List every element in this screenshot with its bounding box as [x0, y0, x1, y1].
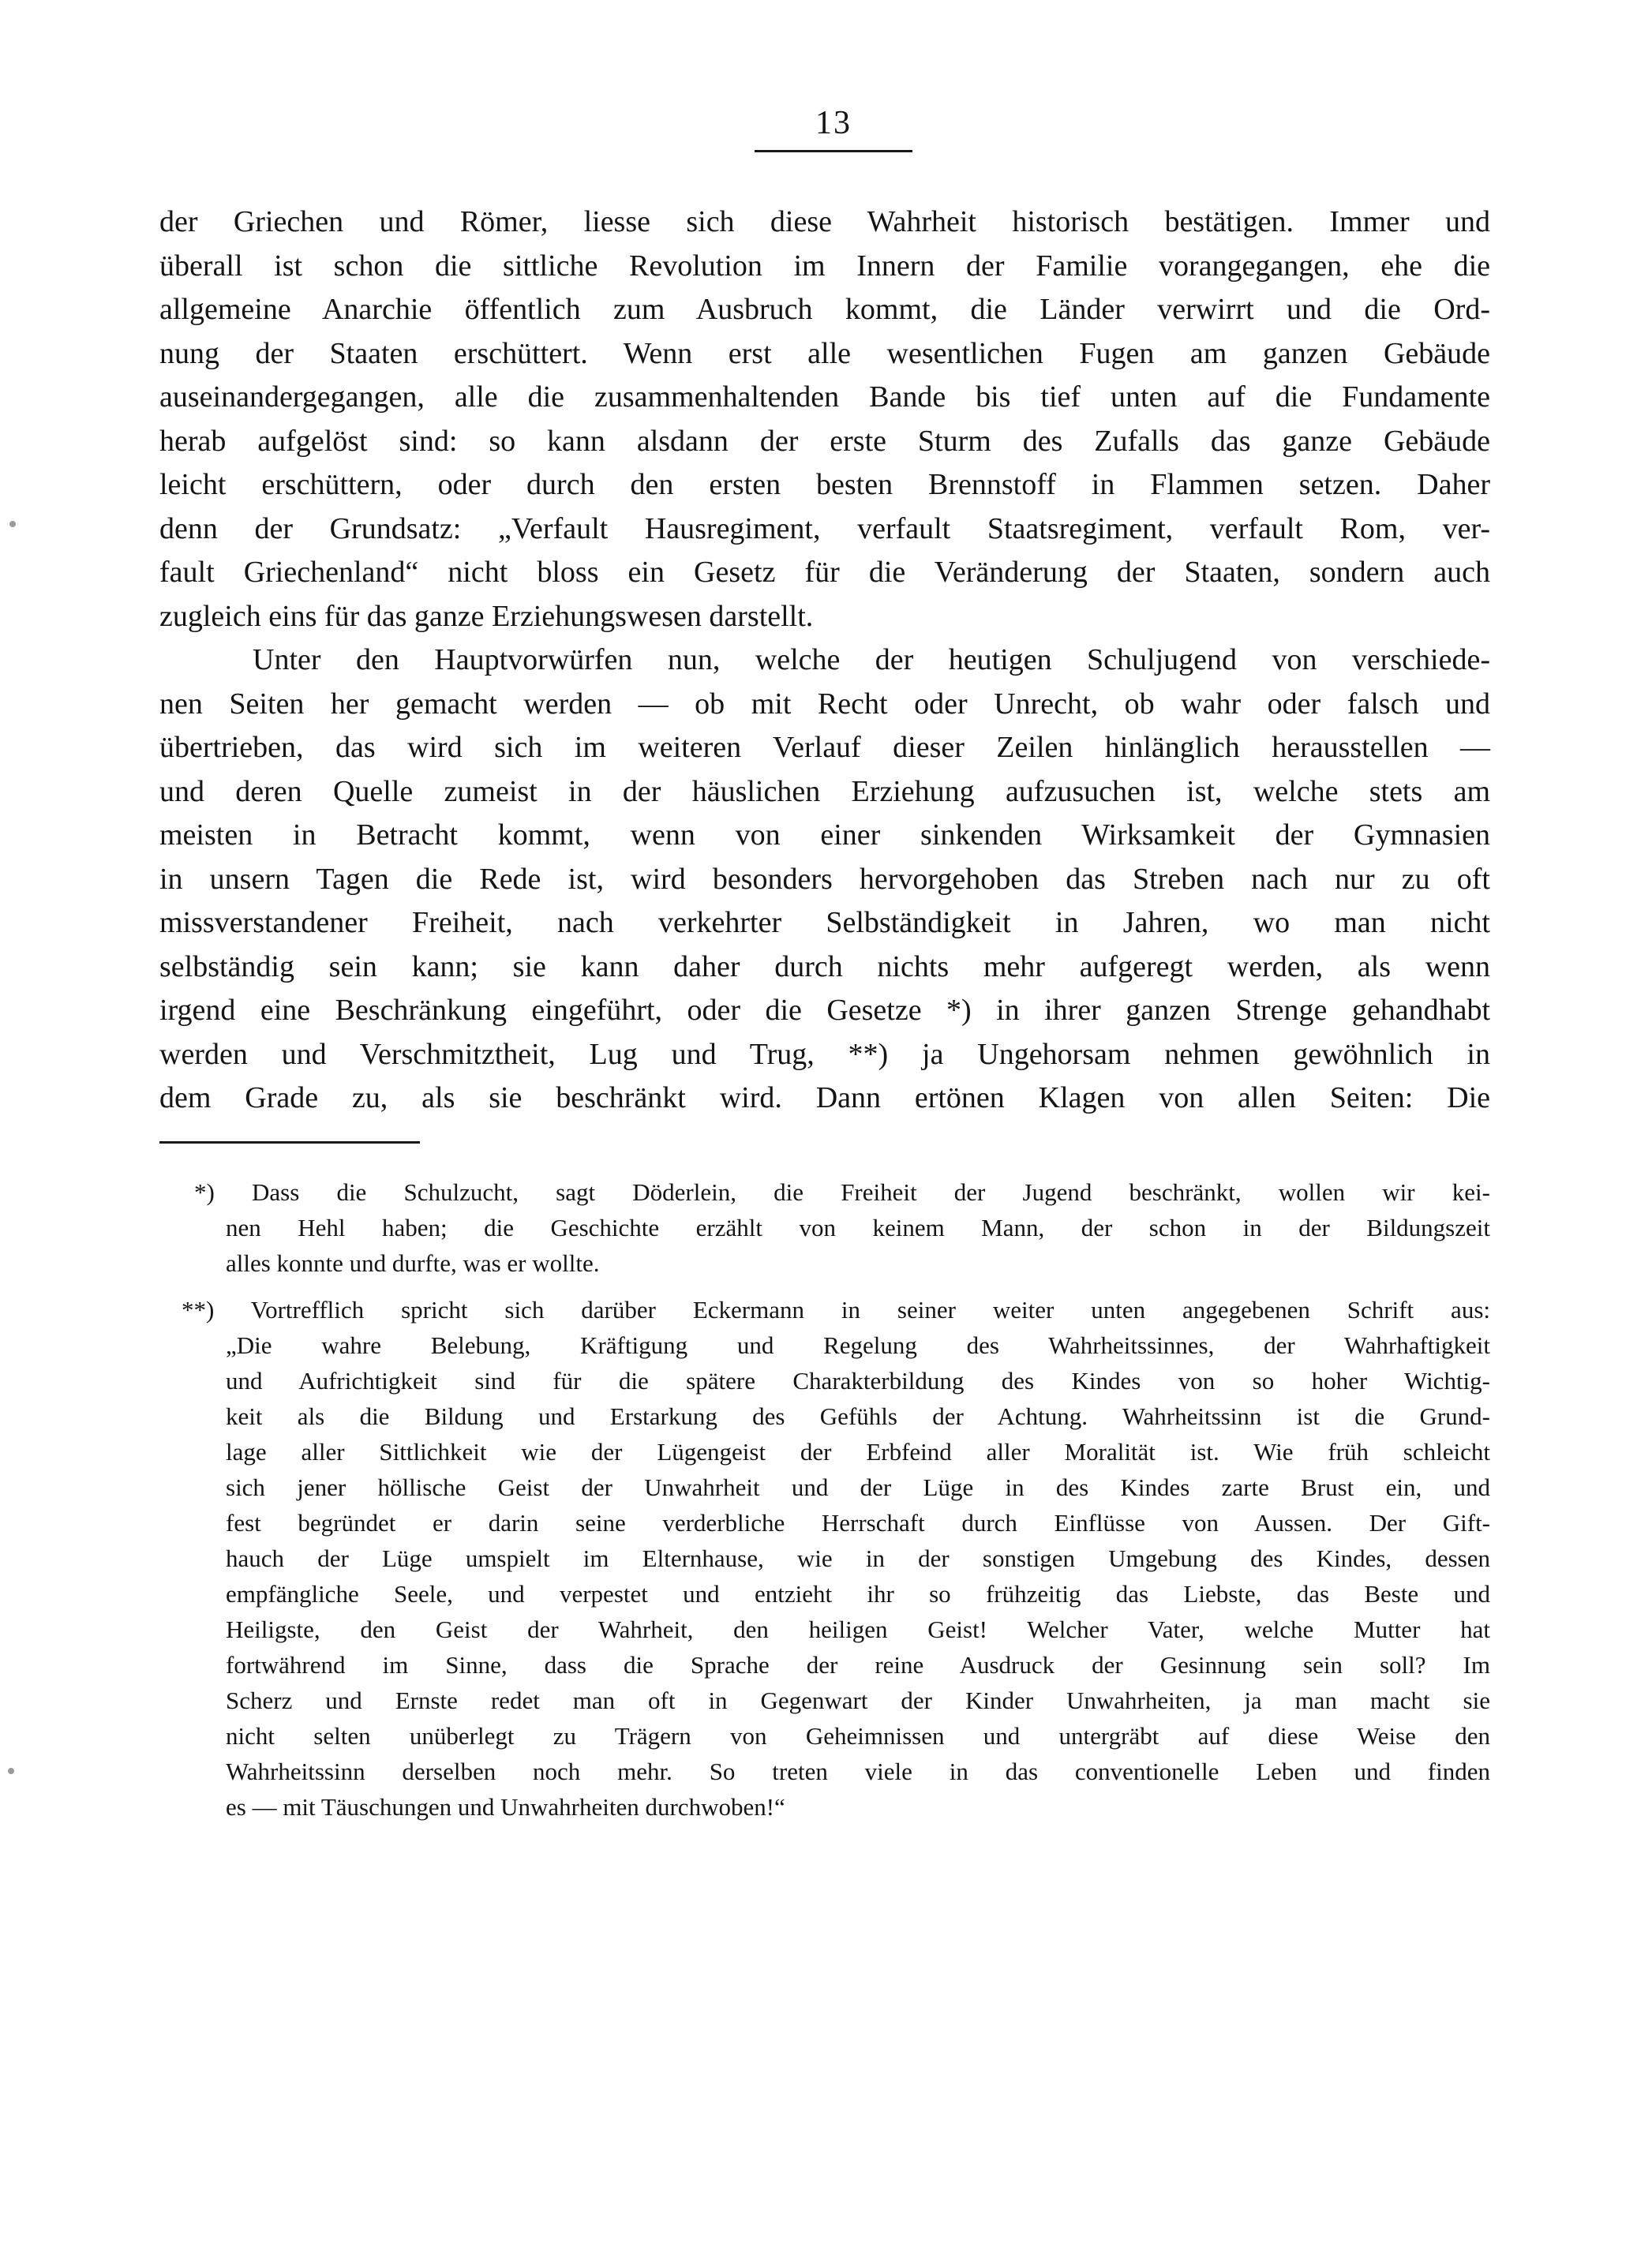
- footnote-2: [182, 1292, 1490, 1825]
- text-line: leicht erschüttern, oder durch den ersten besten Brennstoff in Flammen setzen. Daher: [159, 468, 1490, 501]
- scan-speck: [8, 1768, 14, 1774]
- text-line: dem Grade zu, als sie beschränkt wird. Dann ertönen Klagen von allen Seiten: Die: [159, 1081, 1490, 1114]
- footnote-line: sich jener höllische Geist der Unwahrheit und der Lüge in des Kindes zarte Brust ein, und: [226, 1473, 1490, 1501]
- text-line: herab aufgelöst sind: so kann alsdann der erste Sturm des Zufalls das ganze Gebäude: [159, 424, 1490, 458]
- text-line: Unter den Hauptvorwürfen nun, welche der heutigen Schuljugend von verschiede-: [253, 643, 1490, 676]
- text-line: fault Griechenland“ nicht bloss ein Gesetz für die Veränderung der Staaten, sondern auch: [159, 556, 1490, 589]
- footnote-line: Scherz und Ernste redet man oft in Gegenwart der Kinder Unwahrheiten, ja man macht sie: [226, 1687, 1490, 1714]
- footnote-line: hauch der Lüge umspielt im Elternhause, wie in der sonstigen Umgebung des Kindes, dessen: [226, 1544, 1490, 1572]
- page-number: 13: [815, 105, 852, 141]
- text-line: zugleich eins für das ganze Erziehungswesen darstellt.: [159, 599, 814, 633]
- footnote-line: Heiligste, den Geist der Wahrheit, den heiligen Geist! Welcher Vater, welche Mutter hat: [226, 1616, 1490, 1643]
- text-line: meisten in Betracht kommt, wenn von einer sinkenden Wirksamkeit der Gymnasien: [159, 818, 1490, 852]
- footnote-line: **) Vortrefflich spricht sich darüber Eckermann in seiner weiter unten angegebenen Schrift aus:: [182, 1296, 1490, 1324]
- text-line: und deren Quelle zumeist in der häuslichen Erziehung aufzusuchen ist, welche stets am: [159, 774, 1490, 808]
- text-line: der Griechen und Römer, liesse sich diese Wahrheit historisch bestätigen. Immer und: [159, 205, 1490, 238]
- text-line: übertrieben, das wird sich im weiteren Verlauf dieser Zeilen hinlänglich herausstellen —: [159, 731, 1490, 764]
- footnote-line: *) Dass die Schulzucht, sagt Döderlein, die Freiheit der Jugend beschränkt, wollen wir kei-: [194, 1178, 1490, 1206]
- footnote-line: nen Hehl haben; die Geschichte erzählt von keinem Mann, der schon in der Bildungszeit: [226, 1214, 1490, 1241]
- footnote-line: und Aufrichtigkeit sind für die spätere Charakterbildung des Kindes von so hoher Wichtig-: [226, 1367, 1490, 1395]
- footnotes: [182, 1174, 1490, 1825]
- text-line: überall ist schon die sittliche Revolution im Innern der Familie vorangegangen, ehe die: [159, 249, 1490, 283]
- text-line: irgend eine Beschränkung eingeführt, oder die Gesetze *) in ihrer ganzen Strenge gehandhabt: [159, 994, 1490, 1027]
- footnote-line: nicht selten unüberlegt zu Trägern von Geheimnissen und untergräbt auf diese Weise den: [226, 1722, 1490, 1750]
- footnote-line: „Die wahre Belebung, Kräftigung und Regelung des Wahrheitssinnes, der Wahrhaftigkeit: [226, 1331, 1490, 1359]
- text-line: missverstandener Freiheit, nach verkehrter Selbständigkeit in Jahren, wo man nicht: [159, 906, 1490, 939]
- footnote-1: [194, 1174, 1490, 1281]
- footnote-line: alles konnte und durfte, was er wollte.: [226, 1249, 600, 1277]
- text-line: auseinandergegangen, alle die zusammenhaltenden Bande bis tief unten auf die Fundamente: [159, 380, 1490, 414]
- footnote-line: keit als die Bildung und Erstarkung des Gefühls der Achtung. Wahrheitssinn ist die Grund-: [226, 1402, 1490, 1430]
- text-line: in unsern Tagen die Rede ist, wird besonders hervorgehoben das Streben nach nur zu oft: [159, 862, 1490, 896]
- page-header: [755, 103, 912, 144]
- text-line: werden und Verschmitztheit, Lug und Trug, **) ja Ungehorsam nehmen gewöhnlich in: [159, 1037, 1490, 1071]
- text-line: allgemeine Anarchie öffentlich zum Ausbruch kommt, die Länder verwirrt und die Ord-: [159, 293, 1490, 326]
- footnote-line: es — mit Täuschungen und Unwahrheiten durchwoben!“: [226, 1793, 785, 1821]
- main-text: [159, 200, 1490, 1121]
- scan-speck: [9, 521, 16, 527]
- footnote-line: lage aller Sittlichkeit wie der Lügengeist der Erbfeind aller Moralität ist. Wie früh schleicht: [226, 1438, 1490, 1466]
- text-line: nen Seiten her gemacht werden — ob mit Recht oder Unrecht, ob wahr oder falsch und: [159, 687, 1490, 721]
- text-line: nung der Staaten erschüttert. Wenn erst alle wesentlichen Fugen am ganzen Gebäude: [159, 336, 1490, 370]
- text-line: denn der Grundsatz: „Verfault Hausregiment, verfault Staatsregiment, verfault Rom, ver-: [159, 511, 1490, 545]
- footnote-line: empfängliche Seele, und verpestet und entzieht ihr so frühzeitig das Liebste, das Beste und: [226, 1580, 1490, 1608]
- footnote-line: fest begründet er darin seine verderbliche Herrschaft durch Einflüsse von Aussen. Der Gift-: [226, 1509, 1490, 1537]
- footnote-line: Wahrheitssinn derselben noch mehr. So treten viele in das conventionelle Leben und finden: [226, 1758, 1490, 1785]
- text-line: selbständig sein kann; sie kann daher durch nichts mehr aufgeregt werden, als wenn: [159, 949, 1490, 983]
- footnote-line: fortwährend im Sinne, dass die Sprache der reine Ausdruck der Gesinnung sein soll? Im: [226, 1651, 1490, 1679]
- footnote-separator: [159, 1141, 420, 1144]
- page-number-underline: [755, 150, 912, 152]
